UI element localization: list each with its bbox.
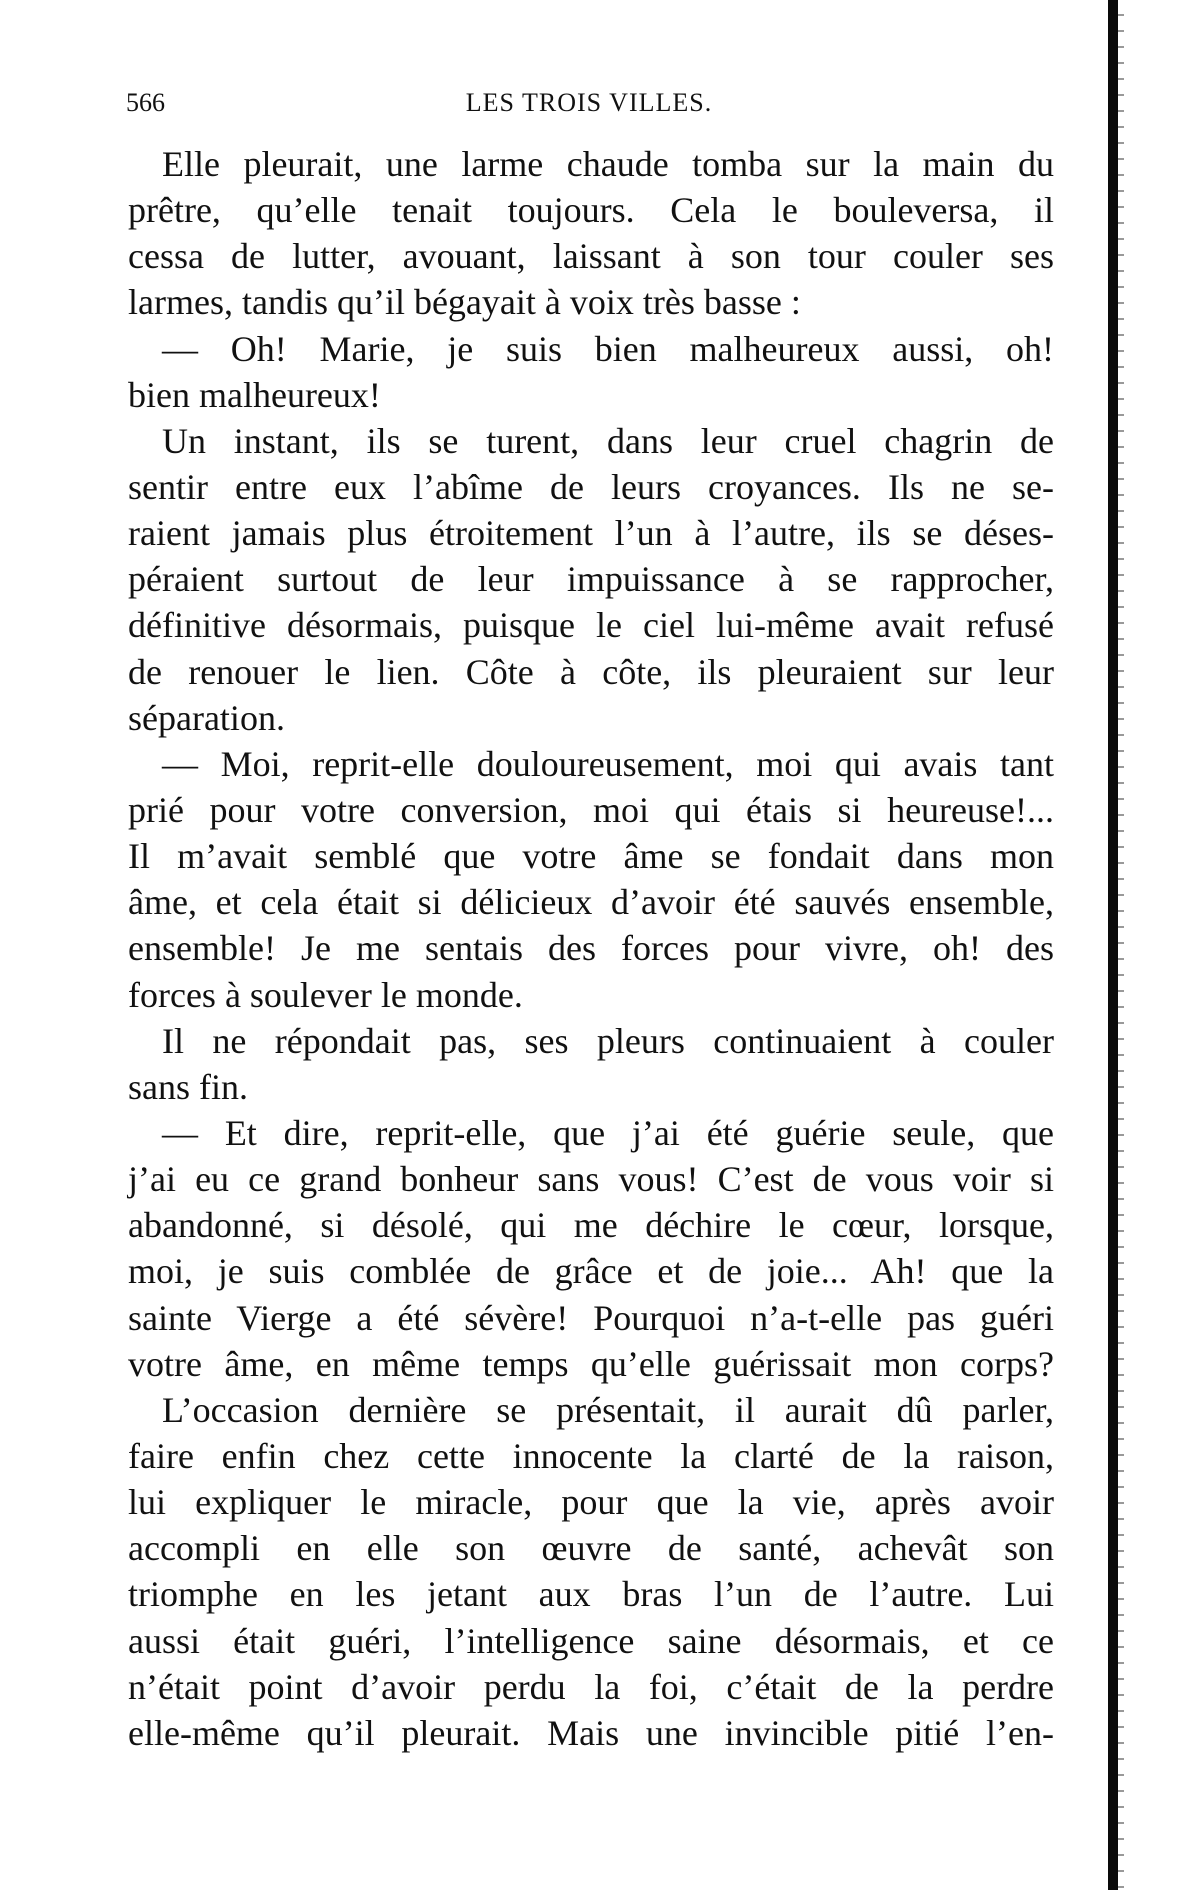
text-line: bien malheureux! [128,374,381,415]
text-line: sainte Vierge a été sévère! Pourquoi n’a-t-elle pas guéri [128,1297,1054,1338]
text-line: L’occasion dernière se présentait, il aurait dû parler, [162,1389,1054,1430]
text-line: forces à soulever le monde. [128,974,523,1015]
text-line: abandonné, si désolé, qui me déchire le cœur, lorsque, [128,1205,1054,1246]
text-line: péraient surtout de leur impuissance à se rapprocher, [128,559,1054,600]
text-line: triomphe en les jetant aux bras l’un de l’autre. Lui [128,1574,1054,1615]
text-line: Il m’avait semblé que votre âme se fondait dans mon [128,836,1054,877]
text-line: faire enfin chez cette innocente la clarté de la raison, [128,1435,1054,1476]
text-line: prêtre, qu’elle tenait toujours. Cela le bouleversa, il [128,190,1054,231]
text-line: sentir entre eux l’abîme de leurs croyances. Ils ne se- [128,466,1054,507]
text-line: Elle pleurait, une larme chaude tomba sur la main du [162,144,1054,184]
text-line: séparation. [128,697,285,738]
text-line: larmes, tandis qu’il bégayait à voix très basse : [128,282,801,323]
text-line: n’était point d’avoir perdu la foi, c’était de la perdre [128,1666,1054,1707]
text-line: Il ne répondait pas, ses pleurs continuaient à couler [162,1020,1054,1061]
page-number: 566 [126,88,165,117]
page-edge-marks [1118,0,1124,1890]
body-text [128,141,1054,1756]
text-line: aussi était guéri, l’intelligence saine désormais, et ce [128,1620,1054,1661]
text-line: moi, je suis comblée de grâce et de joie... Ah! que la [128,1251,1054,1292]
page-binding-edge [1108,0,1118,1890]
text-line: votre âme, en même temps qu’elle guérissait mon corps? [128,1343,1054,1384]
text-line: lui expliquer le miracle, pour que la vie, après avoir [128,1482,1054,1523]
text-line: ensemble! Je me sentais des forces pour vivre, oh! des [128,928,1054,969]
page-header [126,88,1052,124]
text-line: définitive désormais, puisque le ciel lui-même avait refusé [128,605,1054,646]
text-line: elle-même qu’il pleurait. Mais une invincible pitié l’en- [128,1712,1054,1753]
text-line: de renouer le lien. Côte à côte, ils pleuraient sur leur [128,651,1054,692]
running-title: LES TROIS VILLES. [465,88,713,117]
text-line: Un instant, ils se turent, dans leur cruel chagrin de [162,420,1054,461]
text-line: sans fin. [128,1066,248,1107]
text-line: âme, et cela était si délicieux d’avoir été sauvés ensemble, [128,882,1054,923]
text-line: accompli en elle son œuvre de santé, achevât son [128,1528,1054,1569]
text-line: — Et dire, reprit-elle, que j’ai été guérie seule, que [162,1112,1054,1153]
text-line: cessa de lutter, avouant, laissant à son tour couler ses [128,236,1054,277]
text-line: — Oh! Marie, je suis bien malheureux aussi, oh! [162,328,1054,369]
text-line: j’ai eu ce grand bonheur sans vous! C’est de vous voir si [128,1159,1054,1200]
text-line: prié pour votre conversion, moi qui étais si heureuse!... [128,789,1054,830]
text-line: — Moi, reprit-elle douloureusement, moi qui avais tant [162,743,1054,784]
text-line: raient jamais plus étroitement l’un à l’autre, ils se déses- [128,513,1054,554]
